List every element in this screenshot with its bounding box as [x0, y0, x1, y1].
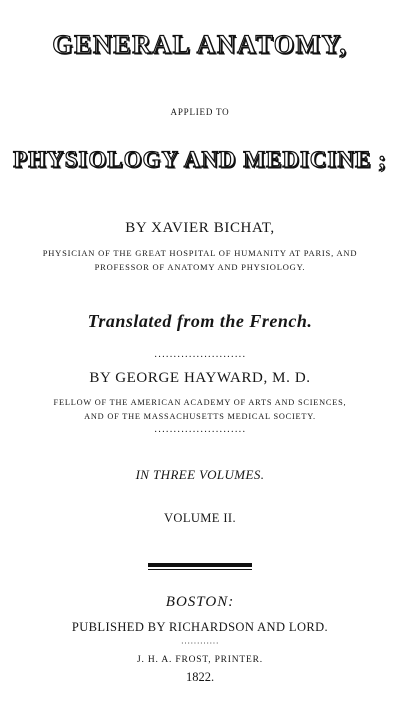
translator-description-line2: AND OF THE MASSACHUSETTS MEDICAL SOCIETY.	[84, 412, 316, 421]
translated-from-french: Translated from the French.	[87, 311, 313, 331]
double-rule-thick	[148, 563, 252, 567]
translator-description-line1: FELLOW OF THE AMERICAN ACADEMY OF ARTS AND SCIENCES,	[53, 398, 347, 407]
imprint-city: BOSTON:	[165, 594, 235, 610]
author-name: BY XAVIER BICHAT,	[125, 220, 275, 236]
imprint-printer: J. H. A. FROST, PRINTER.	[137, 655, 263, 665]
volume-number: VOLUME II.	[163, 511, 237, 525]
title-physiology-medicine: PHYSIOLOGY AND MEDICINE ;	[13, 147, 387, 172]
in-three-volumes: IN THREE VOLUMES.	[135, 467, 265, 482]
author-description-line1: PHYSICIAN OF THE GREAT HOSPITAL OF HUMANITY AT PARIS, AND	[42, 248, 358, 258]
double-rule-thin	[148, 569, 252, 570]
imprint-year: 1822.	[185, 670, 215, 684]
author-description-line2: PROFESSOR OF ANATOMY AND PHYSIOLOGY.	[94, 262, 306, 272]
applied-to-label: APPLIED TO	[170, 107, 230, 117]
ornament-dots-2: ························	[154, 427, 246, 438]
ornament-dots-1: ························	[154, 352, 246, 363]
imprint-publisher: PUBLISHED BY RICHARDSON AND LORD.	[71, 620, 329, 634]
ornament-dots-3: ············	[181, 639, 219, 648]
title-general-anatomy: GENERAL ANATOMY,	[52, 30, 348, 59]
translator-name: BY GEORGE HAYWARD, M. D.	[89, 370, 311, 386]
